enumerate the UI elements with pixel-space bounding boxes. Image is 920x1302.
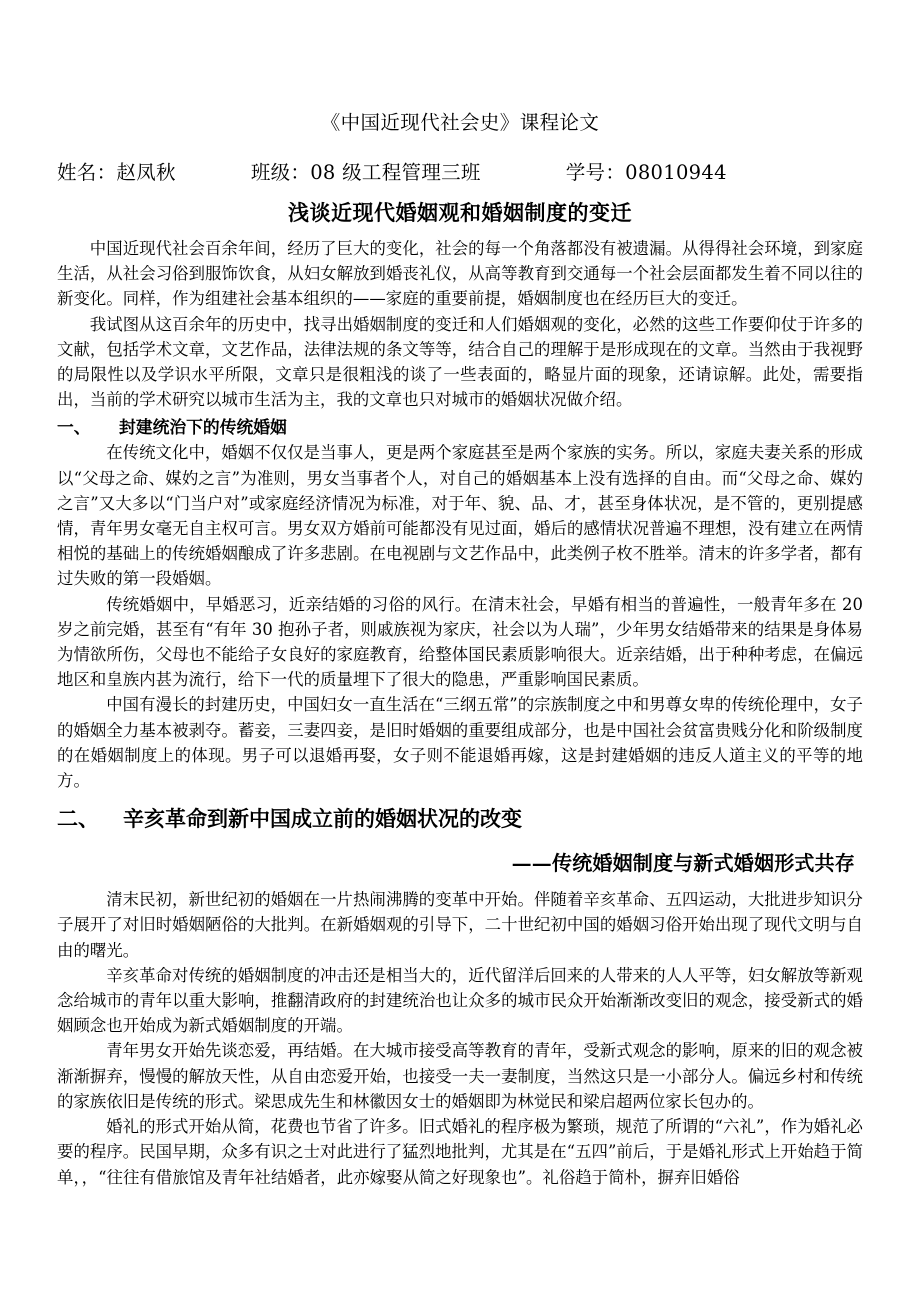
- name-label: 姓名：: [57, 161, 117, 184]
- section-2-title: 辛亥革命到新中国成立前的婚姻状况的改变: [123, 806, 522, 832]
- id-value: 08010944: [625, 161, 727, 184]
- section-1-title: 封建统治下的传统婚姻: [119, 417, 287, 438]
- section-2-paragraph-3: 青年男女开始先谈恋爱，再结婚。在大城市接受高等教育的青年，受新式观念的影响，原来的旧的观念被渐渐摒弃，慢慢的解放天性，从自由恋爱开始，也接受一夫一妻制度，当然这只是一小部分人。偏远乡村和传统的家族依旧是传统的形式。梁思成先生和林徽因女士的婚姻即为林觉民和梁启超两位家长包办的。: [57, 1041, 863, 1111]
- intro-paragraph-2: 我试图从这百余年的历史中，找寻出婚姻制度的变迁和人们婚姻观的变化，必然的这些工作要仰仗于许多的文献，包括学术文章，文艺作品，法律法规的条文等等，结合自己的理解于是形成现在的文章。当然由于我视野的局限性以及学识水平所限，文章只是很粗浅的谈了一些表面的，略显片面的现象，还请谅解。此处，需要指出，当前的学术研究以城市生活为主，我的文章也只对城市的婚姻状况做介绍。: [57, 314, 863, 410]
- intro-paragraph-1: 中国近现代社会百余年间，经历了巨大的变化，社会的每一个角落都没有被遗漏。从得得社会环境，到家庭生活，从社会习俗到服饰饮食，从妇女解放到婚丧礼仪，从高等教育到交通每一个社会层面都发生着不同以往的新变化。同样，作为组建社会基本组织的——家庭的重要前提，婚姻制度也在经历巨大的变迁。: [57, 239, 863, 309]
- student-id-group: [566, 158, 727, 188]
- section-2-paragraph-2: 辛亥革命对传统的婚姻制度的冲击还是相当大的，近代留洋后回来的人带来的人人平等，妇女解放等新观念给城市的青年以重大影响，推翻清政府的封建统治也让众多的城市民众开始渐渐改变旧的观念，接受新式的婚姻顾念也开始成为新式婚姻制度的开端。: [57, 965, 863, 1036]
- section-2-paragraph-1: 清末民初，新世纪初的婚姻在一片热闹沸腾的变革中开始。伴随着辛亥革命、五四运动，大批进步知识分子展开了对旧时婚姻陋俗的大批判。在新婚姻观的引导下，二十世纪初中国的婚姻习俗开始出现了现代文明与自由的曙光。: [57, 890, 863, 960]
- student-class-group: [251, 158, 481, 188]
- section-2-heading: [57, 801, 863, 837]
- section-2-number: 二、: [57, 806, 99, 832]
- section-1-number: 一、: [57, 417, 91, 438]
- name-value: 赵凤秋: [116, 161, 176, 184]
- document-content: [57, 108, 863, 1190]
- student-name-group: [57, 158, 176, 188]
- section-2-subheading: ——传统婚姻制度与新式婚姻形式共存: [511, 851, 855, 876]
- section-1-paragraph-2: 传统婚姻中，早婚恶习，近亲结婚的习俗的风行。在清末社会，早婚有相当的普遍性，一般青年多在 20 岁之前完婚，甚至有“有年 30 抱孙子者，则戚族视为家庆，社会以为人瑞”，少年男女结婚带来的结果是身体易为情欲所伤，父母也不能给子女良好的家庭教育，给整体国民素质影响很大。近亲结婚，出于种种考虑，在偏远地区和皇族内甚为流行，给下一代的质量埋下了很大的隐患，严重影响国民素质。: [57, 594, 863, 690]
- section-1-paragraph-1: 在传统文化中，婚姻不仅仅是当事人，更是两个家庭甚至是两个家族的实务。所以，家庭夫妻关系的形成以“父母之命、媒妁之言”为准则，男女当事者个人，对自己的婚姻基本上没有选择的自由。而“父母之命、媒妁之言”又大多以“门当户对”或家庭经济情况为标准，对于年、貌、品、才，甚至身体状况，是不管的，更别提感情，青年男女毫无自主权可言。男女双方婚前可能都没有见过面，婚后的感情状况普遍不理想，没有建立在两情相悦的基础上的传统婚姻酿成了许多悲剧。在电视剧与文艺作品中，此类例子枚不胜举。清末的许多学者，都有过失败的第一段婚姻。: [57, 443, 863, 589]
- author-meta-row: [57, 158, 863, 188]
- section-1-paragraph-3: 中国有漫长的封建历史，中国妇女一直生活在“三纲五常”的宗族制度之中和男尊女卑的传统伦理中，女子的婚姻全力基本被剥夺。蓄妾，三妻四妾，是旧时婚姻的重要组成部分，也是中国社会贫富贵贱分化和阶级制度的在婚姻制度上的体现。男子可以退婚再娶，女子则不能退婚再嫁，这是封建婚姻的违反人道主义的平等的地方。: [57, 695, 863, 791]
- paper-title: 浅谈近现代婚姻观和婚姻制度的变迁: [288, 200, 632, 225]
- section-2-paragraph-4: 婚礼的形式开始从简，花费也节省了许多。旧式婚礼的程序极为繁琐，规范了所谓的“六礼”，作为婚礼必要的程序。民国早期，众多有识之士对此进行了猛烈地批判，尤其是在“五四”前后，于是婚礼形式上开始趋于简单，，“往往有借旅馆及青年社结婚者，此亦嫁娶从简之好现象也”。礼俗趋于简朴，摒弃旧婚俗: [57, 1117, 864, 1187]
- id-label: 学号：: [565, 161, 626, 184]
- section-1-heading: [57, 414, 863, 440]
- class-label: 班级：: [250, 161, 311, 184]
- document-title: 《中国近现代社会史》课程论文: [320, 111, 600, 134]
- class-value: 08 级工程管理三班: [310, 161, 481, 184]
